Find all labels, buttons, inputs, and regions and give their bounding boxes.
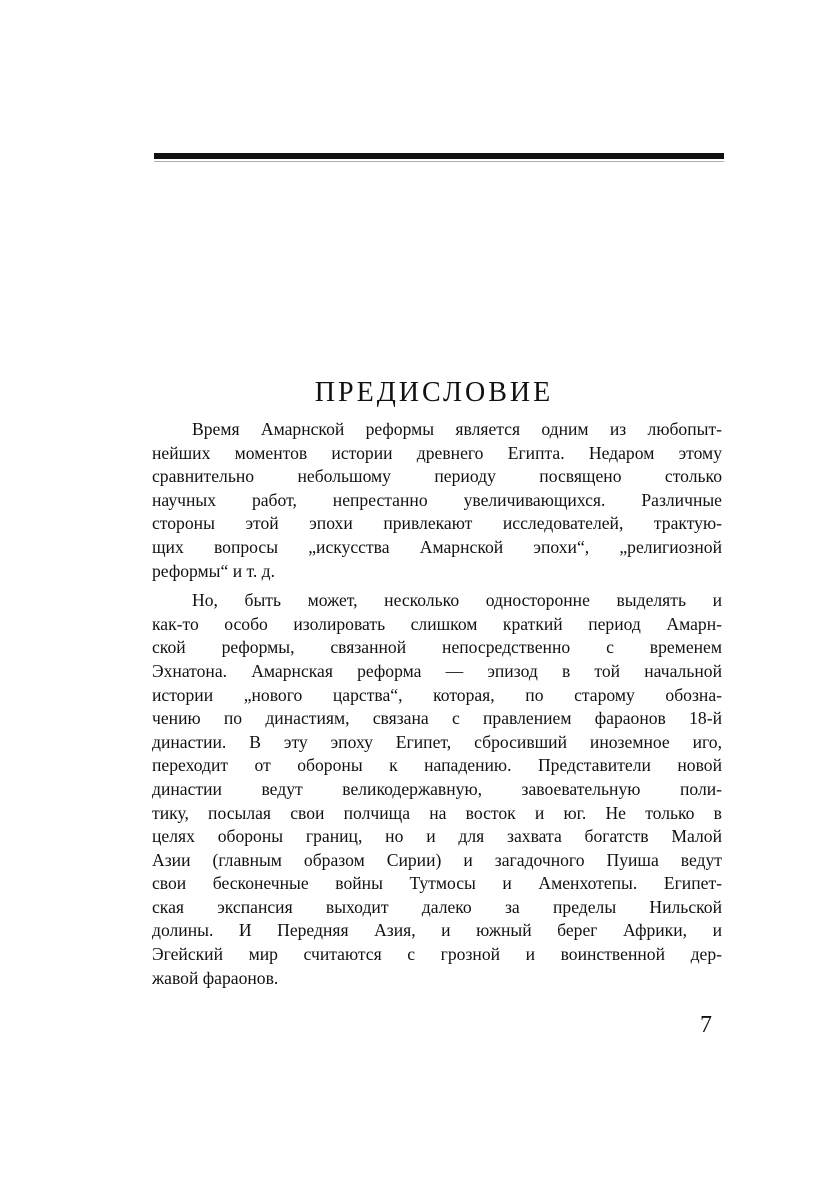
text-line: сравнительно небольшому периоду посвящено столько <box>152 466 722 487</box>
page-number: 7 <box>700 1012 712 1038</box>
text-line: династии ведут великодержавную, завоевательную поли- <box>152 778 722 799</box>
text-line: Но, быть может, несколько односторонне выделять и <box>192 590 722 611</box>
text-line: как-то особо изолировать слишком краткий период Амарн- <box>152 613 722 634</box>
text-line: переходит от обороны к нападению. Представители новой <box>152 755 722 776</box>
body-text <box>152 418 722 990</box>
paragraph-2 <box>152 589 722 990</box>
text-line: ская экспансия выходит далеко за пределы Нильской <box>152 896 722 917</box>
text-line: тику, посылая свои полчища на восток и юг. Не только в <box>152 802 722 823</box>
paragraph-1 <box>152 418 722 583</box>
text-line: истории „нового царства“, которая, по старому обозна- <box>152 684 722 705</box>
text-line: реформы“ и т. д. <box>152 560 276 581</box>
text-line: Азии (главным образом Сирии) и загадочного Пуиша ведут <box>152 849 722 870</box>
text-line: стороны этой эпохи привлекают исследователей, трактую- <box>152 513 722 534</box>
chapter-title: ПРЕДИСЛОВИЕ <box>314 376 554 408</box>
text-line: ской реформы, связанной непосредственно с временем <box>152 637 722 658</box>
top-rule <box>154 153 724 159</box>
text-line: чению по династиям, связана с правлением фараонов 18-й <box>152 708 722 729</box>
text-line: свои бесконечные войны Тутмосы и Аменхотепы. Египет- <box>152 873 722 894</box>
top-rule-underline <box>154 161 724 162</box>
text-line: научных работ, непрестанно увеличивающихся. Различные <box>152 489 722 510</box>
text-line: долины. И Передняя Азия, и южный берег Африки, и <box>152 920 722 941</box>
text-line: Эгейский мир считаются с грозной и воинственной дер- <box>152 944 722 965</box>
text-line: Время Амарнской реформы является одним из любопыт- <box>192 419 722 439</box>
text-line: Эхнатона. Амарнская реформа — эпизод в той начальной <box>152 660 722 681</box>
text-line: щих вопросы „искусства Амарнской эпохи“, „религиозной <box>152 536 722 557</box>
text-line: целях обороны границ, но и для захвата богатств Малой <box>152 826 722 847</box>
text-line: династии. В эту эпоху Египет, сбросивший иноземное иго, <box>152 731 722 752</box>
text-line: жавой фараонов. <box>152 967 279 988</box>
text-line: нейших моментов истории древнего Египта. Недаром этому <box>152 442 722 463</box>
